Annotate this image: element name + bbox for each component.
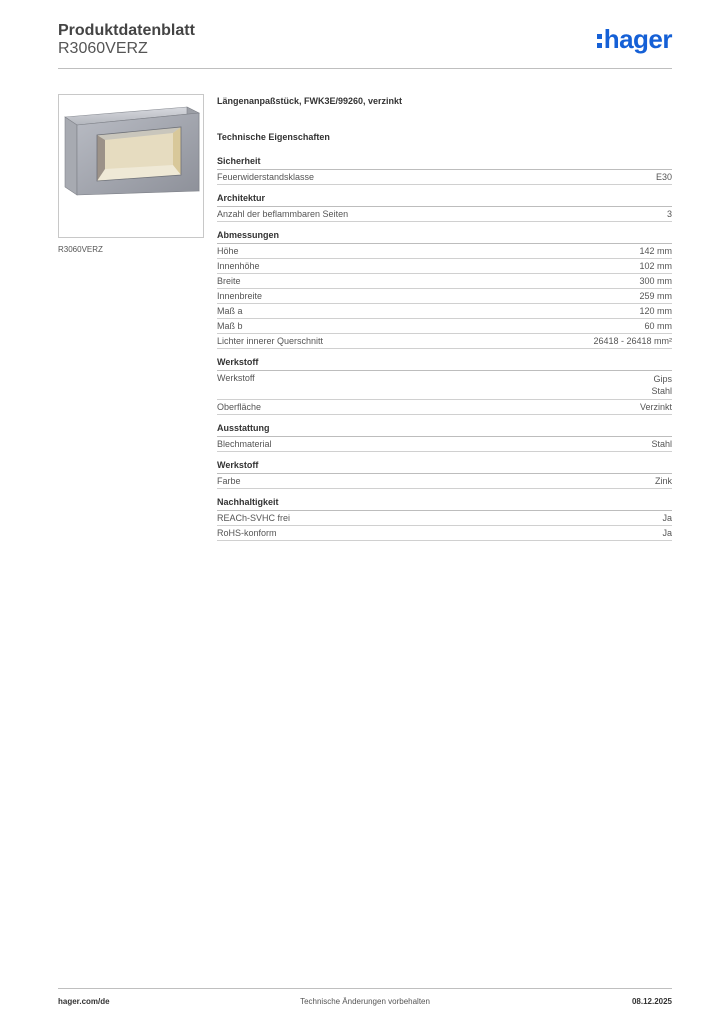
- spec-label: Innenhöhe: [217, 261, 260, 271]
- spec-label: Oberfläche: [217, 402, 262, 412]
- spec-label: Blechmaterial: [217, 439, 272, 449]
- spec-value: Ja: [662, 528, 672, 538]
- spec-value: 259 mm: [639, 291, 672, 301]
- spec-row: [217, 371, 672, 400]
- spec-label: Breite: [217, 276, 241, 286]
- footer-date: 08.12.2025: [631, 997, 672, 1006]
- spec-row: [217, 400, 672, 415]
- section-title: Architektur: [217, 193, 672, 207]
- spec-value: 3: [666, 209, 672, 219]
- section-architektur: [217, 193, 672, 222]
- section-sicherheit: [217, 156, 672, 185]
- spec-label: REACh-SVHC frei: [217, 513, 291, 523]
- spec-value: Stahl: [651, 439, 672, 449]
- section-title: Sicherheit: [217, 156, 672, 170]
- spec-value: Zink: [654, 476, 672, 486]
- spec-content: [217, 96, 672, 549]
- product-code: R3060VERZ: [58, 40, 148, 57]
- spec-label: RoHS-konform: [217, 528, 277, 538]
- hager-logo: [597, 26, 672, 52]
- spec-value: [651, 373, 672, 397]
- spec-value: 300 mm: [639, 276, 672, 286]
- footer-disclaimer: Technische Änderungen vorbehalten: [300, 997, 430, 1006]
- spec-value: 120 mm: [639, 306, 672, 316]
- spec-row: [217, 319, 672, 334]
- spec-label: Maß a: [217, 306, 243, 316]
- spec-label: Anzahl der beflammbaren Seiten: [217, 209, 349, 219]
- spec-label: Höhe: [217, 246, 239, 256]
- spec-row: [217, 334, 672, 349]
- product-illustration: [59, 95, 203, 237]
- spec-value: 26418 - 26418 mm²: [593, 336, 672, 346]
- section-werkstoff-farbe: [217, 460, 672, 489]
- logo-colon-icon: [597, 31, 603, 49]
- spec-row: [217, 437, 672, 452]
- spec-value: Ja: [662, 513, 672, 523]
- spec-row: [217, 259, 672, 274]
- product-image: [58, 94, 204, 238]
- spec-value: E30: [655, 172, 672, 182]
- spec-label: Farbe: [217, 476, 241, 486]
- image-caption: R3060VERZ: [58, 245, 103, 254]
- spec-row: [217, 244, 672, 259]
- footer-divider: [58, 988, 672, 989]
- spec-label: Maß b: [217, 321, 243, 331]
- spec-label: Lichter innerer Querschnitt: [217, 336, 324, 346]
- spec-row: [217, 289, 672, 304]
- spec-row: [217, 274, 672, 289]
- spec-label: Feuerwiderstandsklasse: [217, 172, 315, 182]
- spec-row: [217, 170, 672, 185]
- spec-value: 102 mm: [639, 261, 672, 271]
- spec-row: [217, 207, 672, 222]
- section-abmessungen: [217, 230, 672, 349]
- section-werkstoff: [217, 357, 672, 415]
- section-title: Ausstattung: [217, 423, 672, 437]
- section-title: Werkstoff: [217, 357, 672, 371]
- footer-website-link[interactable]: hager.com/de: [58, 997, 110, 1006]
- section-nachhaltigkeit: [217, 497, 672, 541]
- spec-value: 142 mm: [639, 246, 672, 256]
- section-ausstattung: [217, 423, 672, 452]
- section-title: Werkstoff: [217, 460, 672, 474]
- spec-row: [217, 511, 672, 526]
- header-divider: [58, 68, 672, 69]
- spec-row: [217, 526, 672, 541]
- tech-heading: Technische Eigenschaften: [217, 132, 330, 142]
- spec-value: Verzinkt: [639, 402, 672, 412]
- spec-row: [217, 304, 672, 319]
- page-title: Produktdatenblatt: [58, 22, 195, 39]
- spec-row: [217, 474, 672, 489]
- spec-label: Innenbreite: [217, 291, 263, 301]
- spec-value: 60 mm: [644, 321, 672, 331]
- spec-value-line: Stahl: [651, 386, 672, 396]
- section-title: Abmessungen: [217, 230, 672, 244]
- section-title: Nachhaltigkeit: [217, 497, 672, 511]
- spec-label: Werkstoff: [217, 373, 255, 383]
- page-header: [58, 22, 672, 68]
- product-description: Längenanpaßstück, FWK3E/99260, verzinkt: [217, 96, 403, 106]
- spec-value-line: Gips: [653, 374, 672, 384]
- logo-text: hager: [603, 24, 672, 54]
